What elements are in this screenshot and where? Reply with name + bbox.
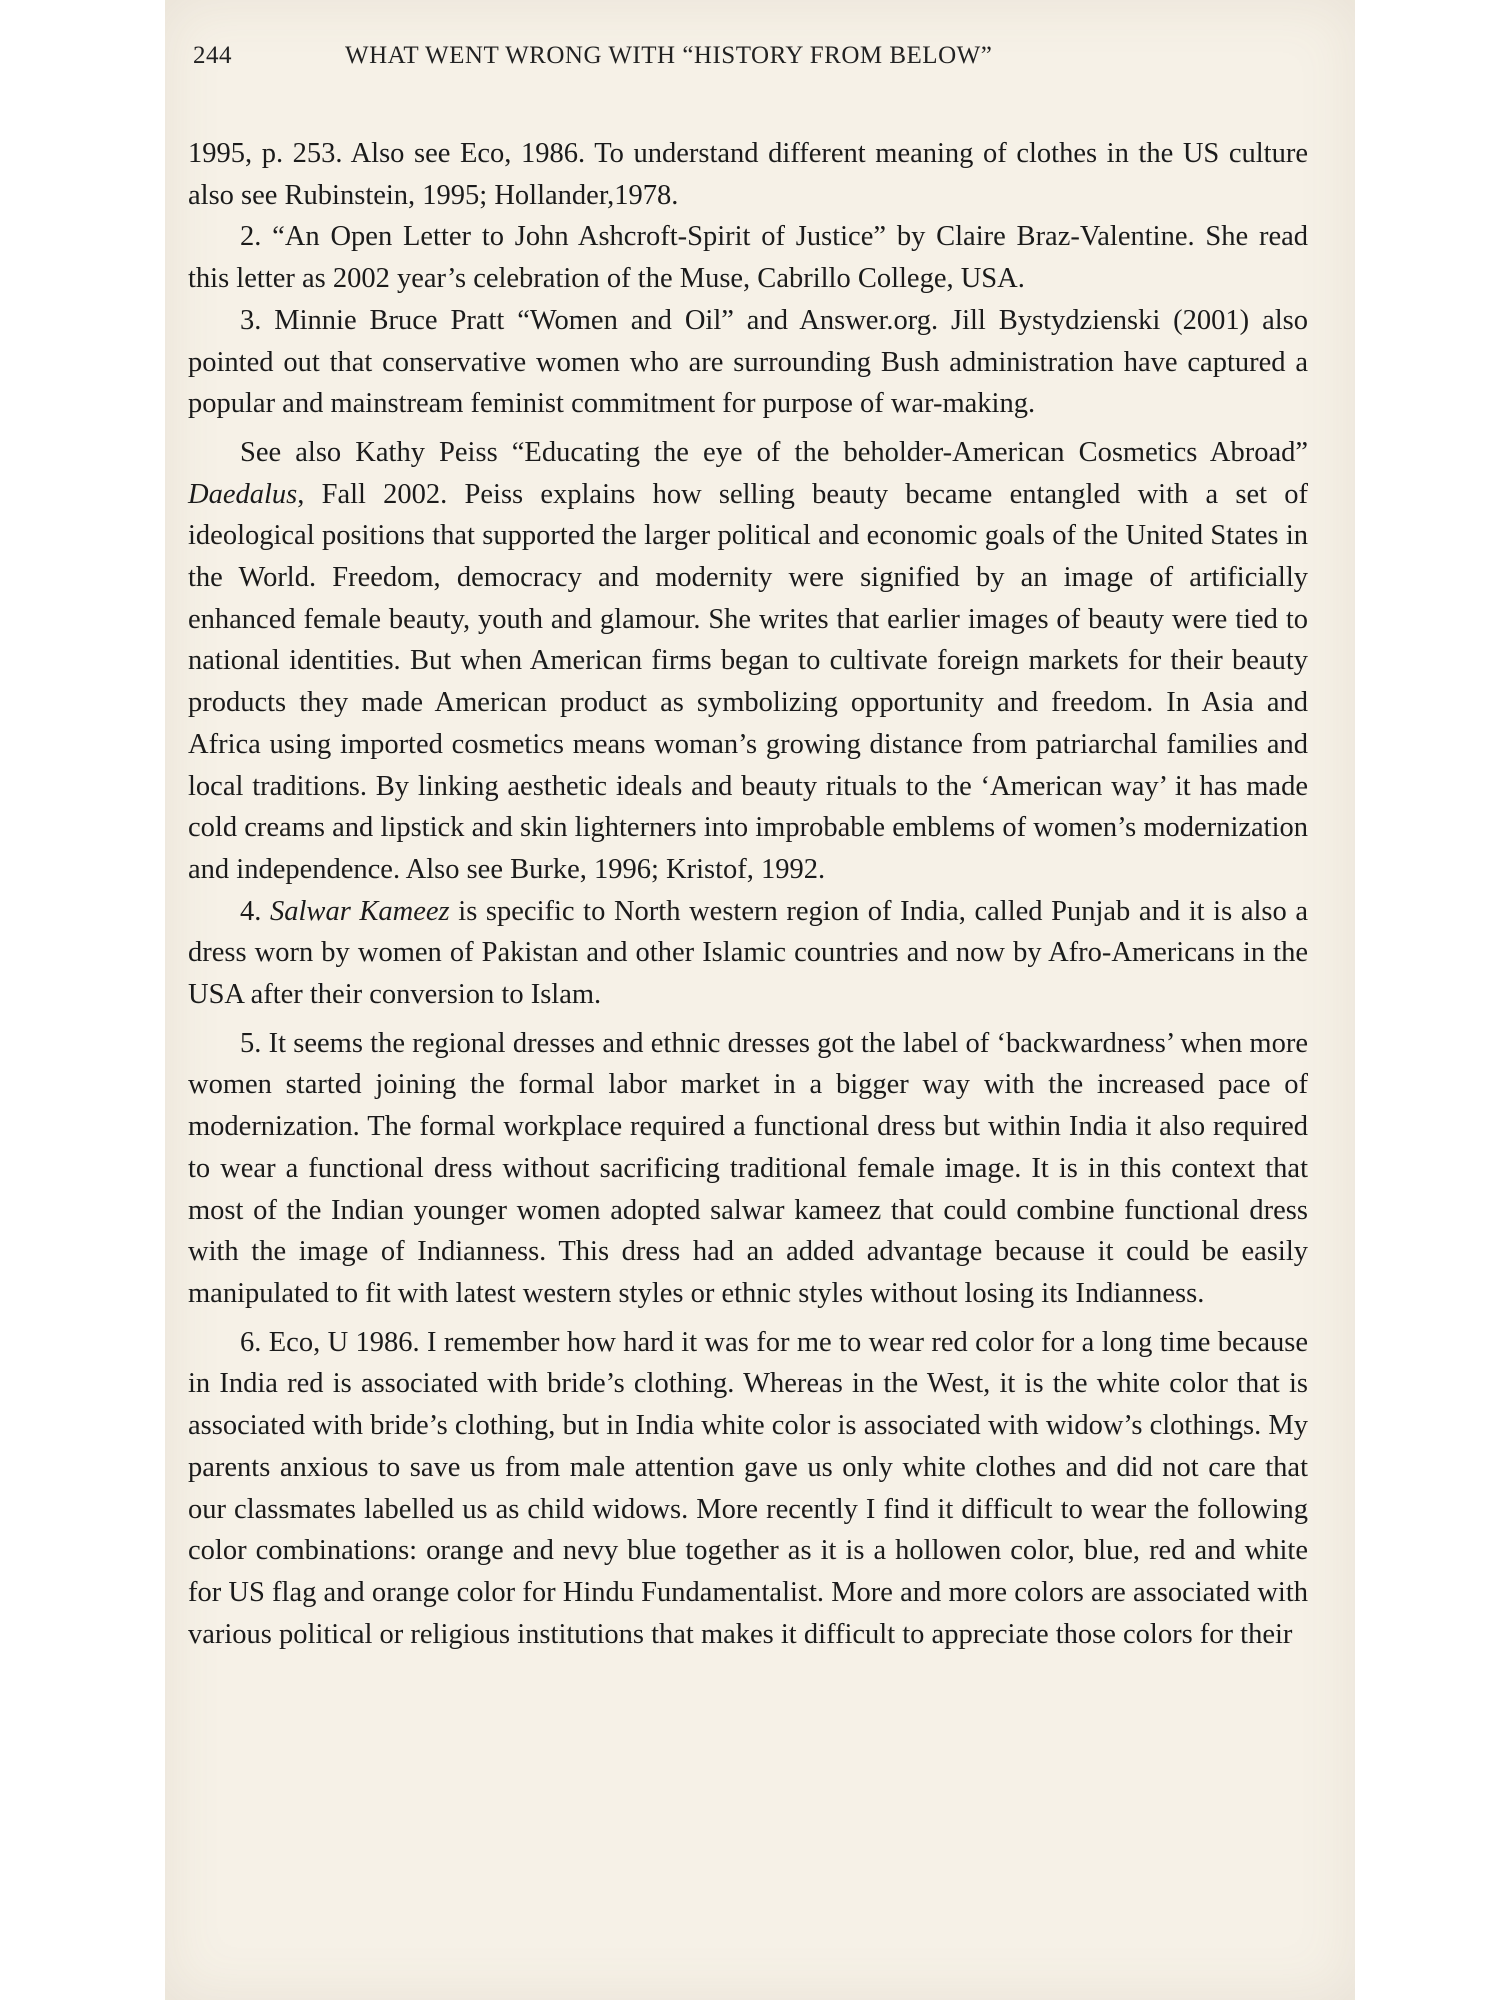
salwar-kameez-term: Salwar Kameez bbox=[270, 895, 450, 927]
note-3-see-also-text-a: See also Kathy Peiss “Educating the eye of the beholder-American Cosmetics Abroad” bbox=[240, 436, 1308, 468]
note-2: 2. “An Open Letter to John Ashcroft-Spirit of Justice” by Claire Braz-Valentine. She read this letter as 2002 year’s celebration of the Muse, Cabrillo College, USA. bbox=[188, 221, 1308, 295]
note-6: 6. Eco, U 1986. I remember how hard it was for me to wear red color for a long time because in India red is associated with bride’s clothing. Whereas in the West, it is the white color that is associated with bride’s clothing, but in India white color is associated with widow’s clothings. My parents anxious to save us from male attention gave us only white clothes and did not care that our classmates labelled us as child widows. More recently I find it difficult to wear the following color combinations: orange and nevy blue together as it is a hollowen color, blue, red and white for US flag and orange color for Hindu Fundamentalist. More and more colors are associated with various political or religious institutions that makes it difficult to appreciate those colors for their bbox=[188, 1326, 1308, 1650]
note-3-see-also-text-b: , Fall 2002. Peiss explains how selling beauty became entangled with a set of ideological positions that supported the larger political and economic goals of the United States in the World. Freedom, democracy and modernity were signified by an image of artificially enhanced female beauty, youth and glamour. She writes that earlier images of beauty were tied to national identities. But when American firms began to cultivate foreign markets for their beauty products they made American product as symbolizing opportunity and freedom. In Asia and Africa using imported cosmetics means woman’s growing distance from patriarchal families and local traditions. By linking aesthetic ideals and beauty rituals to the ‘American way’ it has made cold creams and lipstick and skin lighterners into improbable emblems of women’s modernization and independence. Also see Burke, 1996; Kristof, 1992. bbox=[188, 478, 1308, 885]
running-head-title: WHAT WENT WRONG WITH “HISTORY FROM BELOW” bbox=[345, 42, 993, 69]
note-5: 5. It seems the regional dresses and ethnic dresses got the label of ‘backwardness’ when more women started joining the formal labor market in a bigger way with the increased pace of modernization. The formal workplace required a functional dress but within India it also required to wear a functional dress without sacrificing traditional female image. It is in this context that most of the Indian younger women adopted salwar kameez that could combine functional dress with the image of Indianness. This dress had an added advantage because it could be easily manipulated to fit with latest western styles or ethnic styles without losing its Indianness. bbox=[188, 1027, 1308, 1309]
notes-body bbox=[188, 133, 1308, 1655]
journal-title: Daedalus bbox=[188, 478, 298, 510]
note-3: 3. Minnie Bruce Pratt “Women and Oil” and Answer.org. Jill Bystydzienski (2001) also pointed out that conservative women who are surrounding Bush administration have captured a popular and mainstream feminist commitment for purpose of war-making. bbox=[188, 304, 1308, 420]
note-4 bbox=[188, 891, 1308, 1016]
note-4-text: is specific to North western region of India, called Punjab and it is also a dress worn by women of Pakistan and other Islamic countries and now by Afro-Americans in the USA after their conversion to Islam. bbox=[188, 895, 1309, 1011]
running-head bbox=[185, 42, 1335, 82]
book-page bbox=[165, 0, 1355, 2000]
note-1-continuation: 1995, p. 253. Also see Eco, 1986. To understand different meaning of clothes in the US culture also see Rubinstein, 1995; Hollander,1978. bbox=[188, 138, 1308, 211]
note-3-see-also bbox=[188, 432, 1308, 891]
page-number: 244 bbox=[193, 42, 232, 69]
note-4-number: 4. bbox=[240, 895, 271, 927]
